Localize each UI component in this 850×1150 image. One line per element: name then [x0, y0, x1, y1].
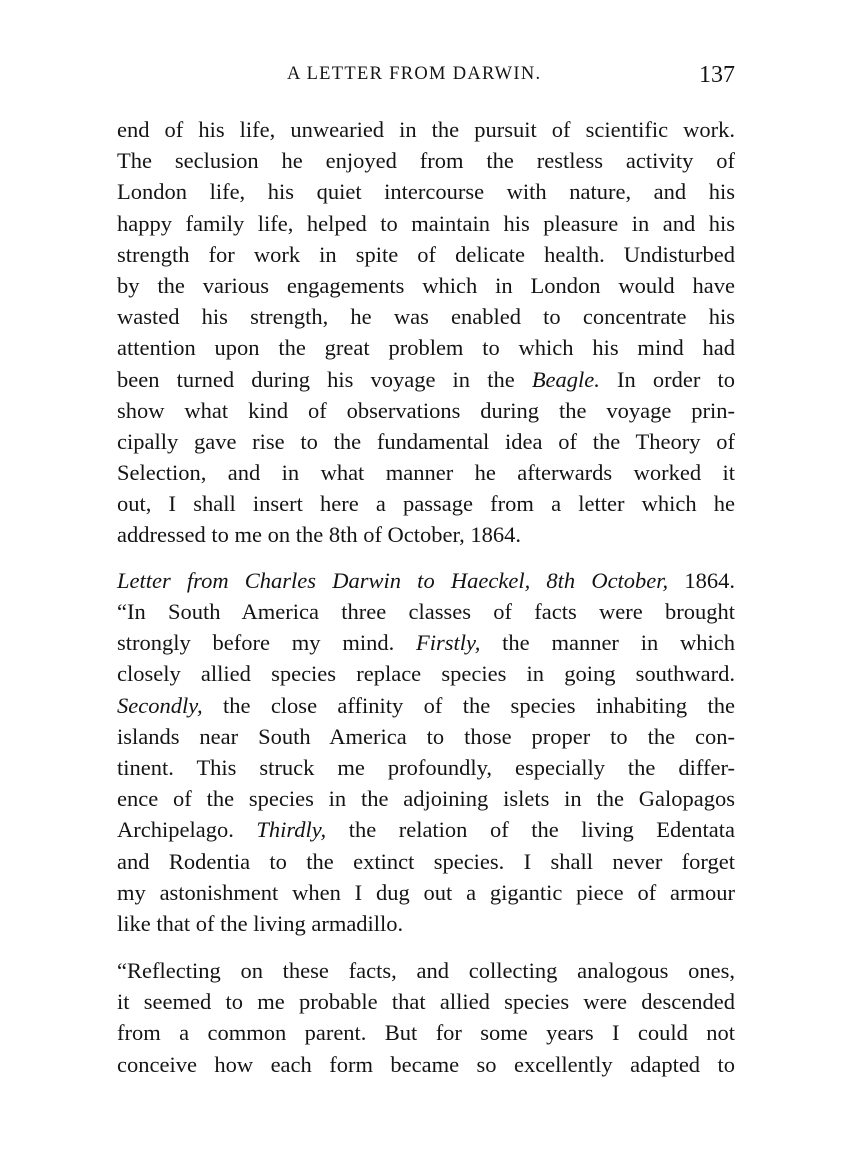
running-title: A LETTER FROM DARWIN.	[287, 64, 542, 84]
text-line	[117, 690, 735, 721]
text-line: attention upon the great problem to which his mind had	[117, 335, 735, 361]
letter-heading-year: 1864.	[668, 568, 735, 593]
text-segment: In order to	[599, 366, 736, 392]
letter-heading-italic: Letter from Charles Darwin to Haeckel, 8th October,	[117, 568, 669, 593]
text-line: show what kind of observations during the voyage prin-	[117, 397, 735, 423]
text-line: by the various engagements which in London would have	[117, 272, 735, 298]
text-line: cipally gave rise to the fundamental idea of the Theory of	[117, 428, 735, 454]
emphasis-secondly: Secondly,	[117, 692, 203, 718]
text-line: closely allied species replace species in going southward.	[117, 661, 735, 687]
text-line: end of his life, unwearied in the pursuit of scientific work.	[117, 117, 735, 142]
paragraph-reflecting	[117, 955, 735, 1080]
paragraph-south-america	[117, 596, 735, 939]
text-line	[117, 627, 735, 658]
text-segment: the manner in which	[480, 630, 735, 656]
text-line: “In South America three classes of facts were brought	[117, 599, 735, 624]
text-line: out, I shall insert here a passage from a letter which he	[117, 491, 735, 517]
text-segment: the close affinity of the species inhabiting the	[202, 692, 735, 718]
text-line	[117, 814, 735, 845]
text-line: The seclusion he enjoyed from the restless activity of	[117, 148, 735, 174]
text-line: Selection, and in what manner he afterwards worked it	[117, 460, 735, 486]
running-header	[117, 62, 735, 92]
text-segment: Archipelago.	[117, 817, 257, 843]
text-line: like that of the living armadillo.	[117, 910, 404, 936]
letter-heading-line	[117, 565, 735, 596]
paragraph-darwin-life	[117, 114, 735, 551]
text-segment: been turned during his voyage in the	[117, 366, 532, 392]
text-line: happy family life, helped to maintain his pleasure in and his	[117, 210, 735, 236]
text-line: my astonishment when I dug out a gigantic piece of armour	[117, 879, 735, 905]
text-line	[117, 364, 735, 395]
text-line: islands near South America to those proper to the con-	[117, 723, 735, 749]
emphasis-firstly: Firstly,	[416, 630, 481, 656]
page-number: 137	[699, 62, 735, 88]
ship-name-beagle: Beagle.	[531, 366, 600, 392]
text-line: it seemed to me probable that allied species were descended	[117, 989, 735, 1015]
text-line: “Reflecting on these facts, and collecting analogous ones,	[117, 958, 735, 983]
letter-heading	[117, 565, 735, 596]
text-segment: the relation of the living Edentata	[326, 817, 735, 843]
text-line: and Rodentia to the extinct species. I shall never forget	[117, 848, 735, 874]
text-segment: strongly before my mind.	[117, 630, 416, 656]
text-line: conceive how each form became so excellently adapted to	[117, 1051, 735, 1077]
text-line: London life, his quiet intercourse with nature, and his	[117, 179, 735, 205]
text-line: addressed to me on the 8th of October, 1864.	[117, 522, 522, 548]
emphasis-thirdly: Thirdly,	[256, 817, 327, 843]
text-line: strength for work in spite of delicate health. Undisturbed	[117, 241, 735, 267]
text-line: ence of the species in the adjoining islets in the Galopagos	[117, 786, 735, 812]
text-line: wasted his strength, he was enabled to concentrate his	[117, 304, 735, 330]
text-line: from a common parent. But for some years I could not	[117, 1020, 735, 1046]
text-line: tinent. This struck me profoundly, especially the differ-	[117, 754, 735, 780]
